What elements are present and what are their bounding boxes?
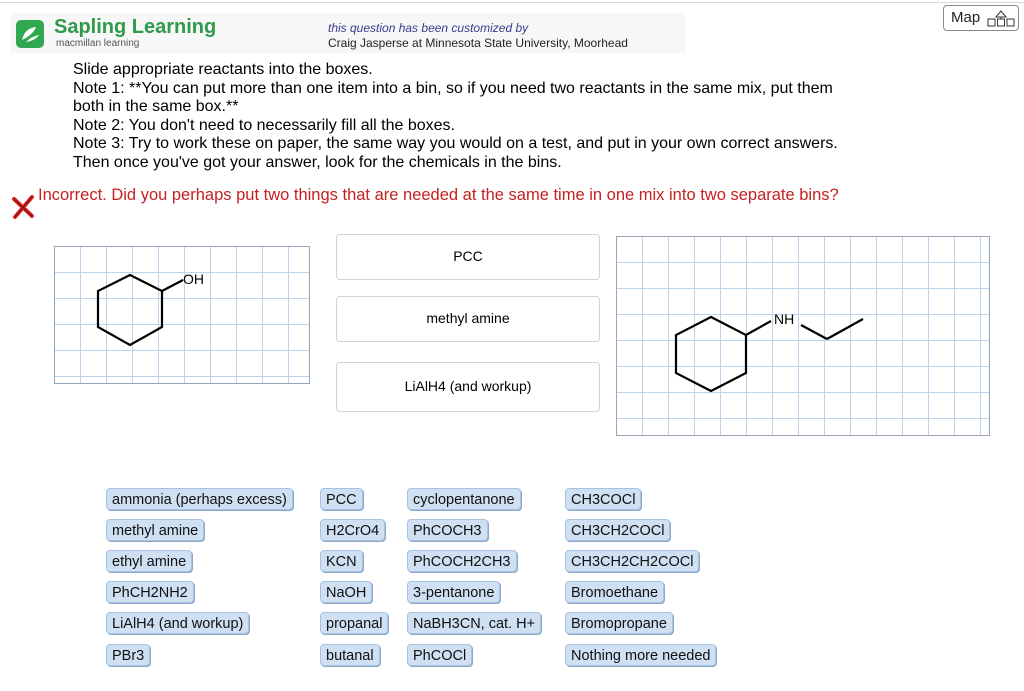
map-icon — [986, 10, 1016, 28]
reaction-bin-2[interactable] — [336, 296, 600, 342]
reagent-tile[interactable]: PCC — [320, 488, 363, 510]
cyclohexanol-structure — [55, 247, 309, 383]
instruction-line: both in the same box.** — [73, 98, 239, 115]
instruction-line: Note 3: Try to work these on paper, the same way you would on a test, and put in your own correct answers. — [73, 135, 838, 152]
map-button[interactable] — [943, 5, 1019, 31]
reagent-tile[interactable]: PBr3 — [106, 644, 150, 666]
reagent-tile[interactable]: propanal — [320, 612, 388, 634]
brand-name: Sapling Learning — [54, 16, 217, 38]
top-border — [0, 2, 1024, 3]
reagent-tile[interactable]: H2CrO4 — [320, 519, 385, 541]
feedback-message: Incorrect. Did you perhaps put two things that are needed at the same time in one mix into two separate bins? — [38, 186, 839, 204]
bin-label: PCC — [453, 248, 483, 264]
product-panel — [616, 236, 990, 436]
reagent-tile[interactable]: LiAlH4 (and workup) — [106, 612, 249, 634]
reagent-tile[interactable]: butanal — [320, 644, 380, 666]
reagent-tile[interactable]: NaOH — [320, 581, 372, 603]
reagent-tile[interactable]: CH3COCl — [565, 488, 641, 510]
reagent-tile[interactable]: Nothing more needed — [565, 644, 716, 666]
reagent-tile[interactable]: PhCOCl — [407, 644, 472, 666]
reagent-tile[interactable]: PhCOCH2CH3 — [407, 550, 517, 572]
oh-label: OH — [183, 271, 204, 287]
bin-label: methyl amine — [426, 310, 510, 326]
instruction-line: Note 2: You don't need to necessarily fill all the boxes. — [73, 116, 455, 134]
instruction-line: Note 1: **You can put more than one item into a bin, so if you need two reactants in the same mix, put them — [73, 79, 833, 97]
instruction-line: Slide appropriate reactants into the boxes. — [73, 61, 373, 78]
reagent-tile[interactable]: PhCH2NH2 — [106, 581, 194, 603]
incorrect-x-icon — [11, 194, 37, 220]
customized-note: this question has been customized by — [328, 21, 529, 35]
reagent-tile[interactable]: CH3CH2CH2COCl — [565, 550, 699, 572]
reagent-tile[interactable]: ethyl amine — [106, 550, 192, 572]
brand-subtitle: macmillan learning — [56, 38, 140, 49]
map-label: Map — [951, 9, 981, 26]
reagent-tile[interactable]: Bromoethane — [565, 581, 664, 603]
instructions — [73, 61, 1003, 172]
reagent-tile[interactable]: KCN — [320, 550, 363, 572]
sapling-logo-icon — [16, 20, 44, 48]
reagent-tile[interactable]: methyl amine — [106, 519, 204, 541]
reaction-bin-3[interactable] — [336, 362, 600, 412]
instruction-line: Then once you've got your answer, look for the chemicals in the bins. — [73, 153, 562, 171]
reagent-tile[interactable]: PhCOCH3 — [407, 519, 488, 541]
reagent-tile[interactable]: NaBH3CN, cat. H+ — [407, 612, 541, 634]
starting-material-panel — [54, 246, 310, 384]
reagent-tile[interactable]: 3-pentanone — [407, 581, 500, 603]
nh-label: NH — [774, 311, 795, 327]
product-structure — [617, 237, 989, 435]
reagent-tile[interactable]: ammonia (perhaps excess) — [106, 488, 293, 510]
reagent-tile[interactable]: cyclopentanone — [407, 488, 521, 510]
reagent-tile[interactable]: Bromopropane — [565, 612, 673, 634]
customized-author: Craig Jasperse at Minnesota State University, Moorhead — [328, 36, 628, 50]
bin-label: LiAlH4 (and workup) — [404, 378, 532, 394]
reagent-tile[interactable]: CH3CH2COCl — [565, 519, 670, 541]
reaction-bin-1[interactable] — [336, 234, 600, 280]
